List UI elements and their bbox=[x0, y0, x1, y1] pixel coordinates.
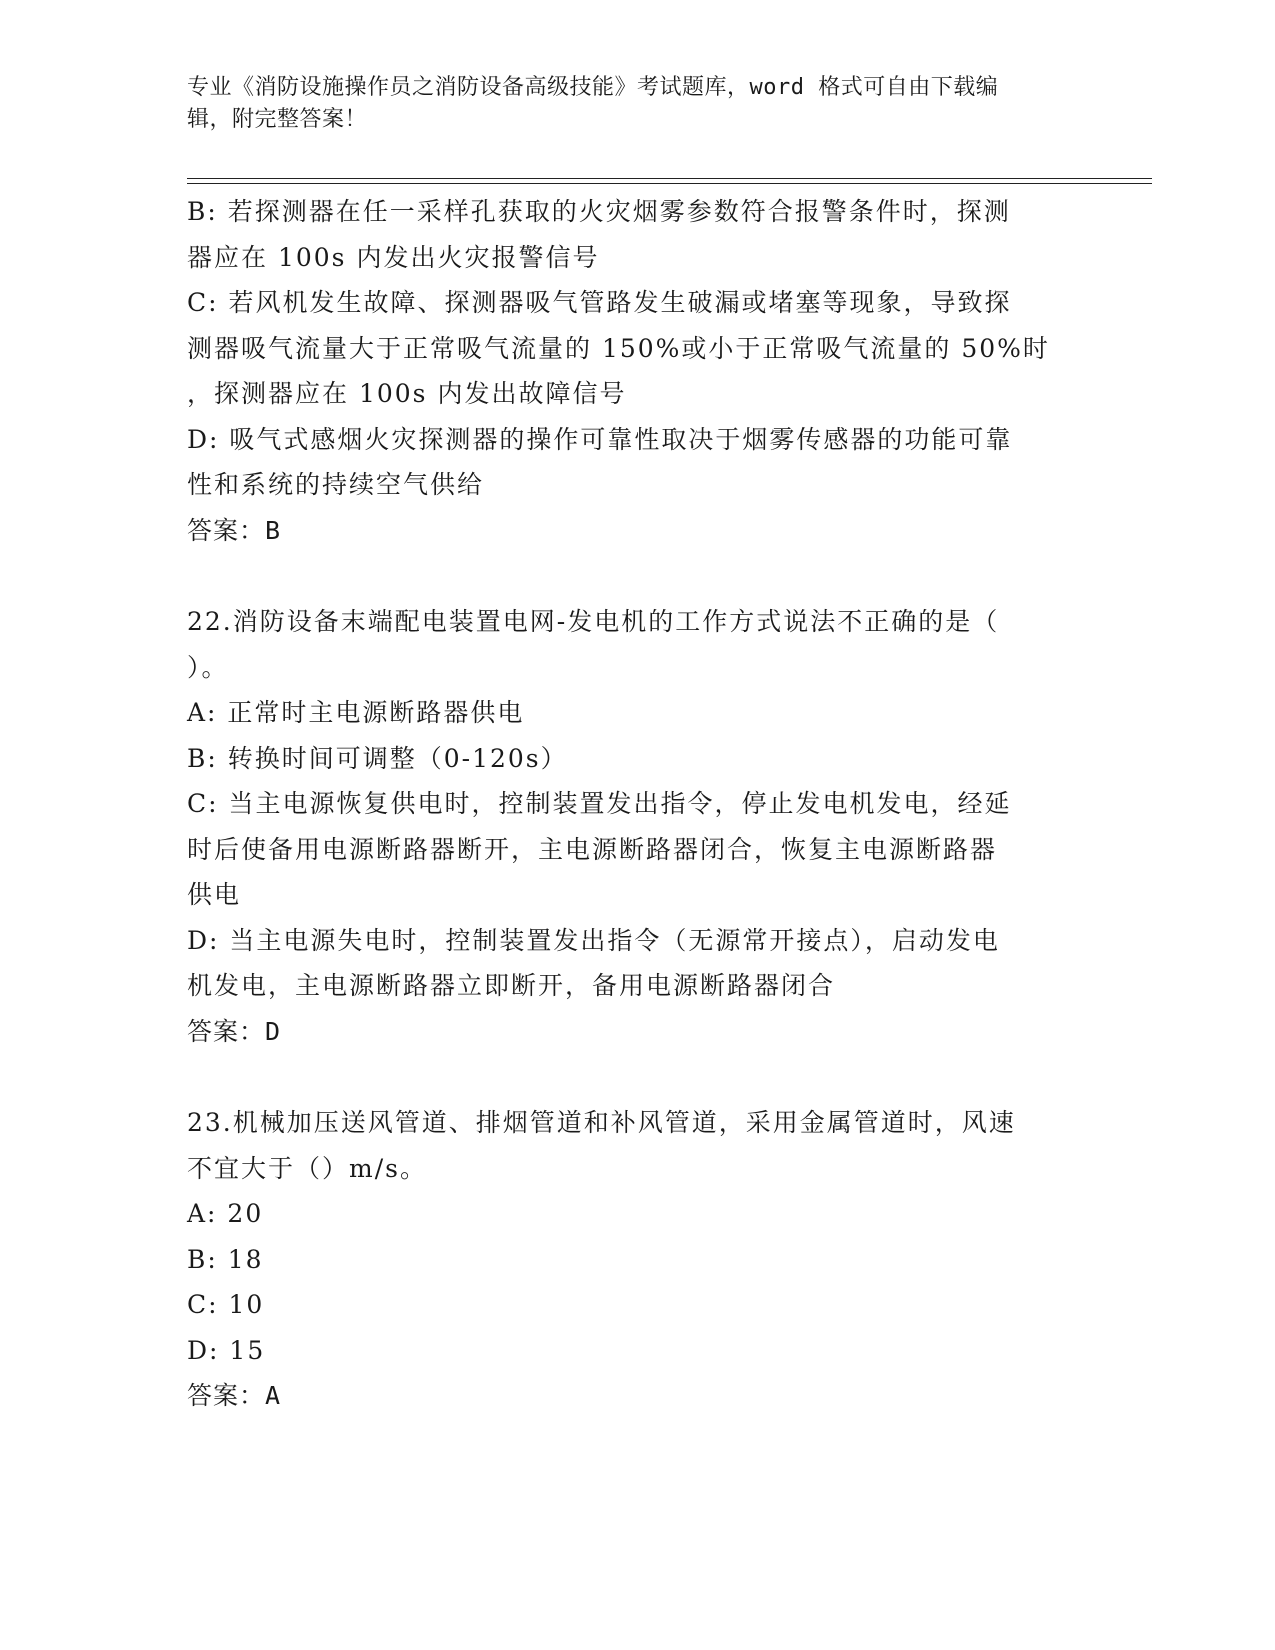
option-c bbox=[187, 781, 1087, 918]
document-body bbox=[187, 189, 1087, 1419]
option-d bbox=[187, 417, 1087, 508]
option-d: D: 15 bbox=[187, 1335, 266, 1365]
option-c bbox=[187, 280, 1087, 417]
option-line: D: 吸气式感烟火灾探测器的操作可靠性取决于烟雾传感器的功能可靠 bbox=[187, 424, 1013, 454]
option-b bbox=[187, 189, 1087, 280]
stem-line: 23.机械加压送风管道、排烟管道和补风管道，采用金属管道时，风速 bbox=[187, 1108, 1016, 1137]
question-22 bbox=[187, 599, 1087, 1054]
option-line: B: 转换时间可调整（0-120s） bbox=[187, 743, 568, 773]
option-line: 性和系统的持续空气供给 bbox=[187, 470, 485, 499]
question-stem bbox=[187, 1100, 1087, 1191]
option-b: B: 18 bbox=[187, 1244, 264, 1274]
option-line: 器应在 100s 内发出火灾报警信号 bbox=[187, 242, 600, 272]
option-line: 测器吸气流量大于正常吸气流量的 150%或小于正常吸气流量的 50%时 bbox=[187, 333, 1050, 363]
page-header bbox=[187, 72, 1067, 136]
option-line: B: 若探测器在任一采样孔获取的火灾烟雾参数符合报警条件时，探测 bbox=[187, 197, 1011, 226]
option-c: C: 10 bbox=[187, 1290, 265, 1319]
option-line: C: 当主电源恢复供电时，控制装置发出指令，停止发电机发电，经延 bbox=[187, 789, 1012, 818]
header-divider-bottom bbox=[187, 183, 1152, 184]
option-a bbox=[187, 690, 1087, 736]
header-divider-top bbox=[187, 178, 1152, 179]
question-21-tail bbox=[187, 189, 1087, 553]
header-line-1: 专业《消防设施操作员之消防设备高级技能》考试题库，word 格式可自由下载编 bbox=[187, 75, 999, 100]
option-line: C: 若风机发生故障、探测器吸气管路发生破漏或堵塞等现象，导致探 bbox=[187, 288, 1012, 317]
spacer bbox=[187, 553, 1087, 599]
stem-line: 22.消防设备末端配电装置电网-发电机的工作方式说法不正确的是（ bbox=[187, 607, 1000, 636]
answer-label: 答案：D bbox=[187, 1016, 282, 1046]
option-d bbox=[187, 918, 1087, 1009]
header-line-2: 辑，附完整答案！ bbox=[187, 107, 368, 132]
option-line: A: 正常时主电源断路器供电 bbox=[187, 698, 525, 727]
stem-line: ）。 bbox=[187, 652, 229, 682]
option-line: 时后使备用电源断路器断开，主电源断路器闭合，恢复主电源断路器 bbox=[187, 834, 998, 864]
option-a: A: 20 bbox=[187, 1199, 264, 1228]
option-line: 机发电，主电源断路器立即断开，备用电源断路器闭合 bbox=[187, 971, 836, 1000]
option-line: ，探测器应在 100s 内发出故障信号 bbox=[187, 379, 627, 408]
answer-label: 答案：A bbox=[187, 1381, 282, 1410]
option-line: 供电 bbox=[187, 880, 242, 909]
question-stem bbox=[187, 599, 1087, 690]
spacer bbox=[187, 1054, 1087, 1100]
option-b bbox=[187, 736, 1087, 782]
stem-line: 不宜大于（）m/s。 bbox=[187, 1153, 427, 1183]
question-23 bbox=[187, 1100, 1087, 1419]
answer-label: 答案：B bbox=[187, 515, 282, 545]
option-line: D: 当主电源失电时，控制装置发出指令（无源常开接点），启动发电 bbox=[187, 925, 1000, 955]
